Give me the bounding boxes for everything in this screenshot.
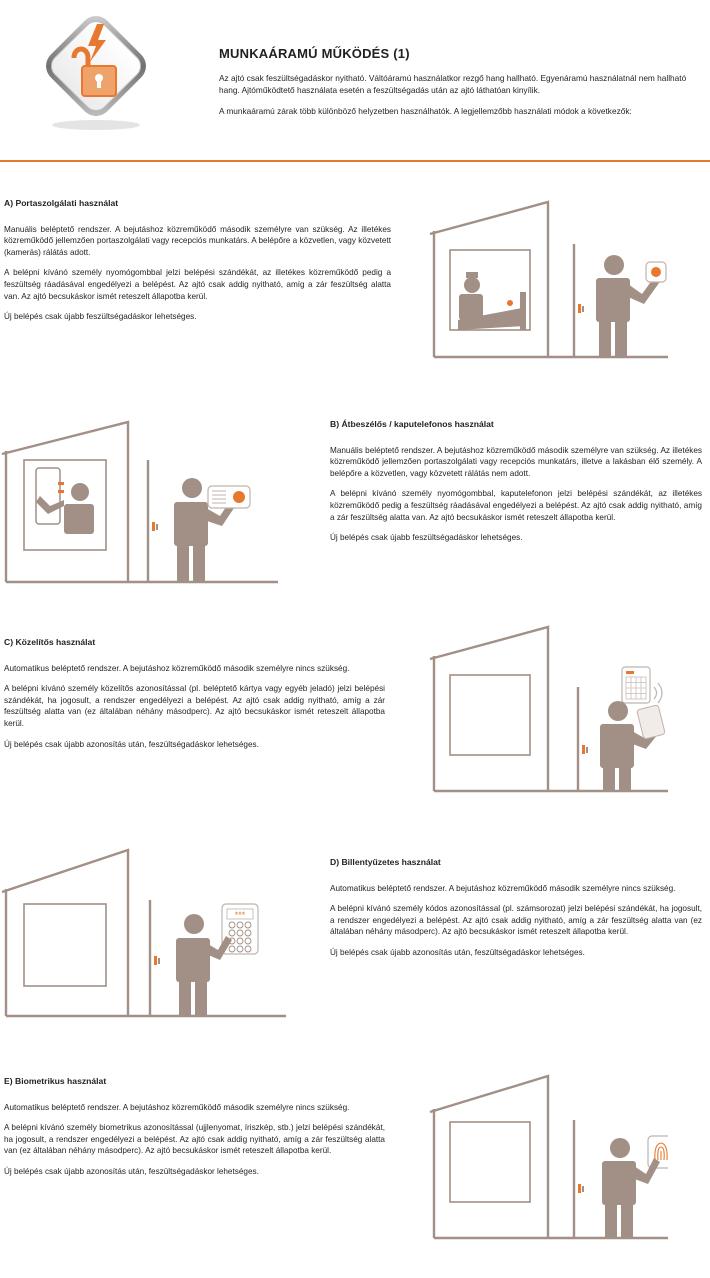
section-paragraph: Automatikus beléptető rendszer. A bejutáshoz közreműködő második személyre nincs szükség.	[4, 663, 350, 673]
logo-lightning-lock-icon	[30, 2, 162, 132]
section-paragraph: Manuális beléptető rendszer. A bejutáshoz közreműködő második személyre van szükség. Az illetékes közreműködő jellemzően portaszolgálati vagy recepciós munkatárs, illetve a lakásban élő személy. A belépőre a közvetlen, vagy közvetett rálátás nem adott.	[330, 445, 702, 478]
section-biometric	[4, 1076, 385, 1187]
fingerprint-illustration	[428, 1074, 668, 1240]
intercom-illustration	[0, 420, 282, 585]
section-paragraph: A belépni kívánó személy nyomógombbal jelzi belépési szándékát, az illetékes közreműködő pedig a feszültség ráadásával engedélyezi a belépést. Az ajtó csak addig nyitható, amíg a zár feszültség alatta van. Az ajtó becsukáskor ismét reteszelt állapotba kerül.	[4, 268, 391, 301]
section-paragraph: A belépni kívánó személy biometrikus azonosítással (ujjlenyomat, íriszkép, stb.) jelzi belépési szándékát, ha jogosult, a rendszer engedélyezi a belépést. Az ajtó csak addig nyitható, amíg a zár feszültség alatta van (ez általában néhány másodperc). Az ajtó becsukáskor ismét reteszelt állapotba kerül.	[4, 1123, 385, 1156]
intro-paragraph: Az ajtó csak feszültségadáskor nyitható. Váltóáramú használatkor rezgő hang hallható. Egyenáramú használatnál nem hallható hang. Ajtóműködtető használata esetén a feszültségadás után az ajtó láthatóan kinyílik.	[219, 73, 687, 95]
page-title: MUNKAÁRAMÚ MŰKÖDÉS (1)	[219, 46, 410, 61]
proximity-card-illustration	[428, 625, 668, 793]
keypad-illustration	[0, 848, 290, 1018]
section-paragraph: Automatikus beléptető rendszer. A bejutáshoz közreműködő második személyre nincs szükség.	[330, 883, 676, 893]
section-title: B) Átbeszélős / kaputelefonos használat	[330, 419, 494, 429]
reception-guard-illustration	[428, 200, 668, 360]
intro-paragraph: A munkaáramú zárak több különböző helyzetben használhatók. A legjellemzőbb használati módok a következők:	[219, 106, 632, 116]
section-paragraph: Új belépés csak újabb azonosítás után, feszültségadáskor lehetséges.	[330, 947, 585, 957]
section-paragraph: A belépni kívánó személy kódos azonosítással (pl. számsorozat) jelzi belépési szándékát, ha jogosult, a rendszer engedélyezi a belépést. Az ajtó csak addig nyitható, amíg a zár feszültség alatta van (ez általában néhány másodperc). Az ajtó becsukáskor ismét reteszelt állapotba kerül.	[330, 904, 702, 937]
section-paragraph: Új belépés csak újabb feszültségadáskor lehetséges.	[4, 312, 197, 322]
section-paragraph: A belépni kívánó személy nyomógombbal, kaputelefonon jelzi belépési szándékát, az illetékes közreműködő pedig a feszültség ráadásával engedélyezi a belépést. Az ajtó csak addig nyitható, amíg a zár feszültség alatta van. Az ajtó becsukáskor ismét reteszelt állapotba kerül.	[330, 489, 702, 522]
section-title: A) Portaszolgálati használat	[4, 198, 119, 208]
section-reception	[4, 198, 391, 332]
section-paragraph: A belépni kívánó személy közelítős azonosítással (pl. beléptető kártya vagy egyéb jeladó) jelzi belépési szándékát, ha jogosult, a rendszer engedélyezi a belépést. Az ajtó csak addig nyitható, amíg a zár feszültség alatta van (ez általában néhány másodperc). Az ajtó becsukáskor ismét reteszelt állapotba kerül.	[4, 684, 385, 728]
section-paragraph: Új belépés csak újabb azonosítás után, feszültségadáskor lehetséges.	[4, 739, 259, 749]
section-title: C) Közelítős használat	[4, 637, 96, 647]
section-paragraph: Új belépés csak újabb feszültségadáskor lehetséges.	[330, 533, 523, 543]
section-title: D) Billentyűzetes használat	[330, 857, 441, 867]
section-title: E) Biometrikus használat	[4, 1076, 107, 1086]
section-paragraph: Új belépés csak újabb azonosítás után, feszültségadáskor lehetséges.	[4, 1166, 259, 1176]
section-paragraph: Automatikus beléptető rendszer. A bejutáshoz közreműködő második személyre nincs szükség.	[4, 1102, 350, 1112]
keypad-display: ***	[234, 910, 246, 920]
section-paragraph: Manuális beléptető rendszer. A bejutáshoz közreműködő második személyre van szükség. Az illetékes közreműködő jellemzően portaszolgálati vagy recepciós munkatárs. A belépőre a közvetlen, vagy közvetett (kamerás) rálátás adott.	[4, 224, 391, 257]
section-intercom	[330, 419, 702, 553]
intro-text	[219, 72, 709, 126]
section-keypad	[330, 857, 702, 968]
orange-divider	[0, 160, 710, 162]
section-proximity	[4, 637, 385, 759]
